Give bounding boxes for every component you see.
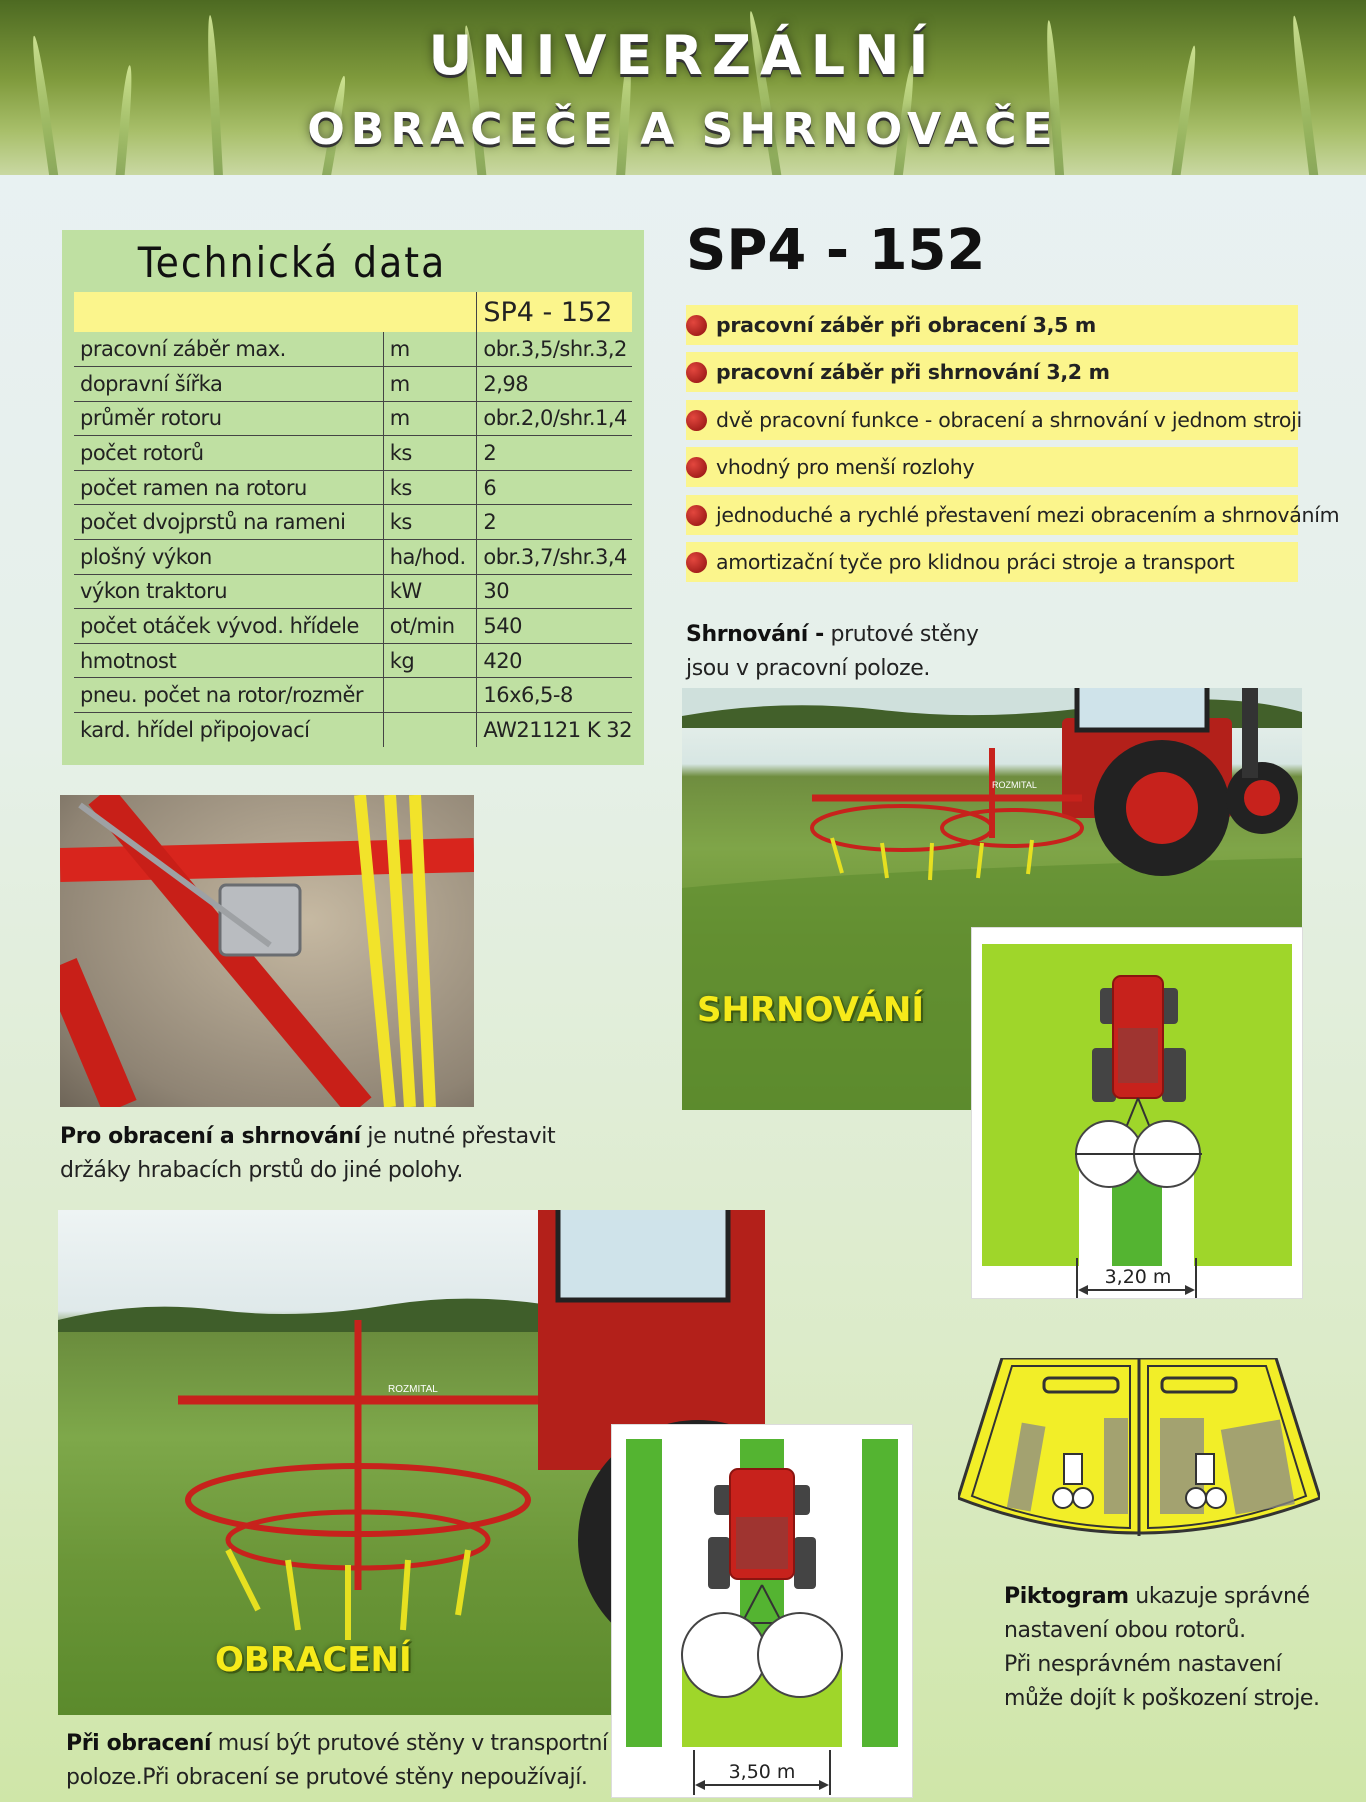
spec-param: plošný výkon: [74, 540, 383, 575]
spec-model-header: SP4 - 152: [477, 292, 632, 332]
spec-row: [74, 540, 632, 575]
feature-item: pracovní záběr při obracení 3,5 m: [686, 305, 1298, 345]
spec-unit: ks: [383, 470, 477, 505]
machine-brand-label: ROZMITAL: [388, 1384, 438, 1395]
bullet-icon: [686, 505, 707, 526]
spec-row: [74, 609, 632, 644]
spec-param: počet ramen na rotoru: [74, 470, 383, 505]
bullet-icon: [686, 552, 707, 573]
spec-table-title: Technická data: [137, 238, 447, 287]
spec-table: [74, 292, 632, 747]
bullet-icon: [686, 410, 707, 431]
pictogram-shrn-width: 3,20 m: [1100, 1266, 1176, 1288]
spec-param: dopravní šířka: [74, 367, 383, 402]
spec-param: pneu. počet na rotor/rozměr: [74, 678, 383, 713]
caption-obraceni: Při obracení musí být prutové stěny v transportní poloze.Při obracení se prutové stěny nepoužívají.: [66, 1731, 608, 1790]
spec-unit: kg: [383, 643, 477, 678]
feature-item: pracovní záběr při shrnování 3,2 m: [686, 352, 1298, 392]
caption-piktogram: Piktogram ukazuje správné nastavení obou rotorů. Při nesprávném nastavení může dojít k poškození stroje.: [1004, 1584, 1320, 1711]
spec-param: průměr rotoru: [74, 401, 383, 436]
photo-detail-holder: [60, 795, 474, 1107]
spec-row: [74, 713, 632, 748]
model-title: SP4 - 152: [686, 218, 986, 283]
spec-row: [74, 367, 632, 402]
spec-param: hmotnost: [74, 643, 383, 678]
spec-row: [74, 643, 632, 678]
rotor-pictogram: [958, 1358, 1320, 1548]
machine-brand-label: ROZMITAL: [992, 780, 1037, 790]
caption-detail: Pro obracení a shrnování je nutné přestavit držáky hrabacích prstů do jiné polohy.: [60, 1124, 556, 1183]
bullet-icon: [686, 315, 707, 336]
label-obraceni: OBRACENÍ: [215, 1640, 412, 1680]
spec-unit: m: [383, 332, 477, 367]
spec-row: [74, 332, 632, 367]
spec-unit: kW: [383, 574, 477, 609]
header-title-line2: OBRACEČE A SHRNOVAČE: [307, 104, 1059, 155]
spec-value: 2: [477, 505, 632, 540]
spec-param: pracovní záběr max.: [74, 332, 383, 367]
spec-param: výkon traktoru: [74, 574, 383, 609]
spec-value: obr.2,0/shr.1,4: [477, 401, 632, 436]
spec-row: [74, 678, 632, 713]
feature-item: amortizační tyče pro klidnou práci stroje a transport: [686, 542, 1298, 582]
spec-value: 6: [477, 470, 632, 505]
pictogram-obr-width: 3,50 m: [722, 1761, 802, 1783]
spec-value: obr.3,5/shr.3,2: [477, 332, 632, 367]
spec-value: 2: [477, 436, 632, 471]
feature-item: vhodný pro menší rozlohy: [686, 447, 1298, 487]
spec-unit: ks: [383, 505, 477, 540]
spec-value: 2,98: [477, 367, 632, 402]
spec-value: 30: [477, 574, 632, 609]
pictogram-shrnovani: [972, 928, 1302, 1298]
spec-row: [74, 401, 632, 436]
spec-unit: m: [383, 367, 477, 402]
bullet-icon: [686, 362, 707, 383]
feature-item: dvě pracovní funkce - obracení a shrnování v jednom stroji: [686, 400, 1298, 440]
spec-table-header-row: [74, 292, 632, 332]
pictogram-obraceni: [612, 1425, 912, 1797]
spec-unit: ot/min: [383, 609, 477, 644]
spec-unit: [383, 713, 477, 748]
spec-unit: [383, 678, 477, 713]
spec-row: [74, 574, 632, 609]
spec-value: obr.3,7/shr.3,4: [477, 540, 632, 575]
spec-value: 420: [477, 643, 632, 678]
spec-value: AW21121 K 32: [477, 713, 632, 748]
spec-unit: ha/hod.: [383, 540, 477, 575]
spec-param: počet rotorů: [74, 436, 383, 471]
caption-shrnovani: Shrnování - prutové stěny jsou v pracovní poloze.: [686, 622, 979, 681]
spec-row: [74, 470, 632, 505]
spec-unit: m: [383, 401, 477, 436]
spec-value: 16x6,5-8: [477, 678, 632, 713]
label-shrnovani: SHRNOVÁNÍ: [697, 990, 924, 1030]
spec-param: počet otáček vývod. hřídele: [74, 609, 383, 644]
spec-table-panel: [62, 230, 644, 765]
spec-row: [74, 505, 632, 540]
bullet-icon: [686, 457, 707, 478]
spec-row: [74, 436, 632, 471]
spec-param: počet dvojprstů na rameni: [74, 505, 383, 540]
header-title-line1: UNIVERZÁLNÍ: [428, 24, 938, 87]
spec-unit: ks: [383, 436, 477, 471]
spec-value: 540: [477, 609, 632, 644]
feature-item: jednoduché a rychlé přestavení mezi obracením a shrnováním: [686, 495, 1298, 535]
spec-param: kard. hřídel připojovací: [80, 718, 310, 743]
